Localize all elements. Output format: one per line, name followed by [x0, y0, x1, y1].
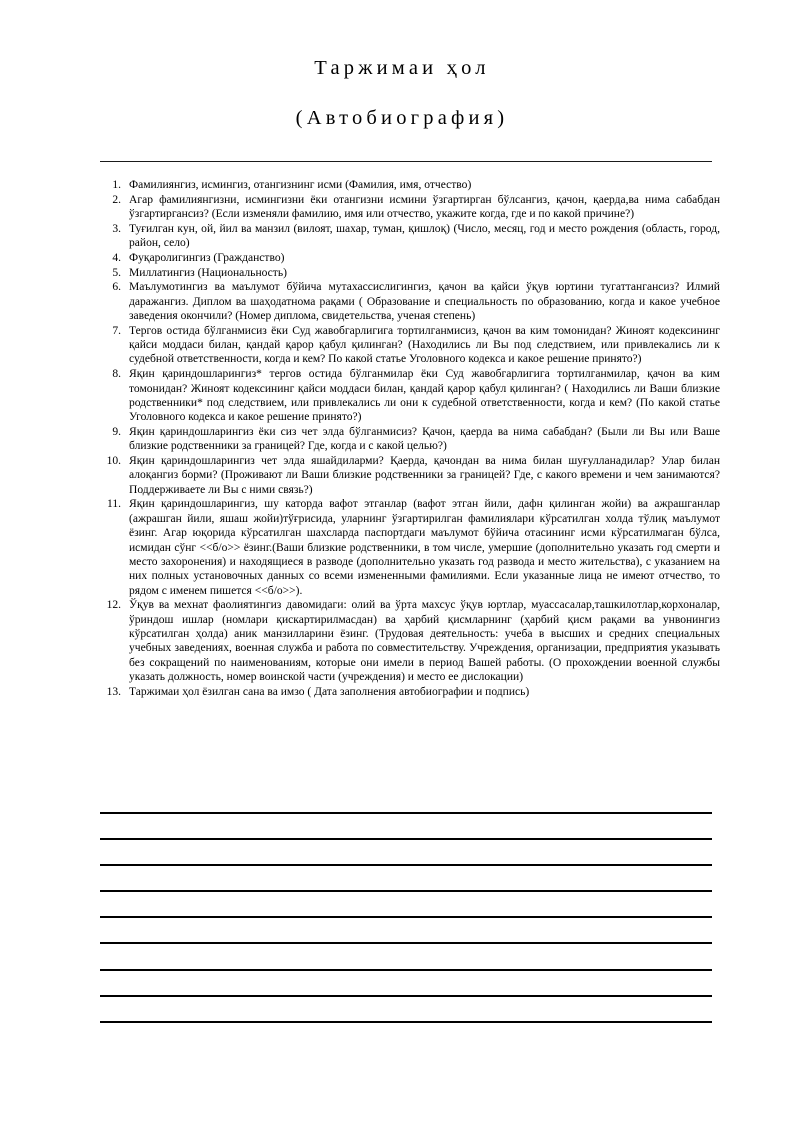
- question-text: Миллатингиз (Национальность): [129, 266, 287, 279]
- question-item: [100, 324, 720, 367]
- question-item: [100, 280, 720, 323]
- question-text: Агар фамилиянгизни, исмингизни ёки отангизни исмини ўзгартирган бўлсангиз, қачон, қаерда,ва нима сабабдан ўзгартиргансиз? (Если изменяли фамилию, имя или отчество, укажите когда, где и по какой причине?): [129, 193, 720, 221]
- question-number: 9.: [112, 425, 121, 438]
- blank-write-line: [100, 942, 712, 944]
- question-item: [100, 251, 720, 265]
- question-text: Яқин қариндошларингиз* тергов остида бўлганмилар ёки Суд жавобгарлигига тортилганмилар, қачон ва ким томонидан? Жиноят кодексининг қайси моддаси билан, қандай қарор қабул қилинган? ( Находились ли Ваши близкие родственники* под следствием, или привлекались ли они к судебной ответственности, когда и кем? (По какой статье Уголовного кодекса и какое решение принято?): [129, 368, 720, 424]
- question-item: [100, 497, 720, 597]
- question-item: [100, 425, 720, 454]
- page-subtitle: (Автобиография): [295, 106, 509, 129]
- question-item: [100, 178, 720, 192]
- blank-write-line: [100, 864, 712, 866]
- question-item: [100, 193, 720, 222]
- question-text: Тергов остида бўлганмисиз ёки Суд жавобгарлигига тортилганмисиз, қачон ва ким томонидан? Жиноят кодексининг қайси моддаси билан, қандай қарор қабул қилинган? (Находились ли Вы под следствием, или привлекались ли к судебной ответственности, когда и кем? По какой статье Уголовного кодекса и какое решение принято?): [129, 324, 720, 366]
- question-number: 10.: [106, 455, 121, 468]
- question-text: Яқин қариндошларингиз ёки сиз чет элда бўлганмисиз? Қачон, қаерда ва нима сабабдан? (Были ли Вы или Ваше близкие родственники за границей? Где, когда и с какой целью?): [129, 425, 720, 453]
- question-text: Таржимаи ҳол ёзилган сана ва имзо ( Дата заполнения автобиографии и подпись): [129, 685, 530, 698]
- question-number: 4.: [112, 251, 121, 264]
- question-number: 7.: [112, 324, 121, 337]
- blank-write-line: [100, 1021, 712, 1023]
- question-text: Яқин қариндошларингиз чет элда яшайдиларми? Қаерда, қачондан ва нима билан шуғулланадилар? Улар билан алоқангиз борми? (Проживают ли Ваши близкие родственники за границей? Где, с какого времени и чем занимаются? Поддерживаете ли Вы с ними связь?): [129, 455, 720, 496]
- question-item: [100, 598, 720, 684]
- blank-write-line: [100, 838, 712, 840]
- blank-write-line: [100, 916, 712, 918]
- question-text: Ўқув ва мехнат фаолиятингиз давомидаги: олий ва ўрта махсус ўқув юртлар, муассасалар,ташкилотлар,корхоналар, ўриндош ишлар (номлари қискартирилмасдан) ва ҳарбий қисмларнинг (ҳарбий қисм рақами ва унвонингиз кўрсатилган ҳолда) аник манзилларини ёзинг. (Трудовая деятельность: учеба в высших и средних специальных учебных заведениях, военная служба и работа по совместительству. Учреждения, организации, предприятия указывать без сокращений по наименованиям, которые они имели в период Вашей работы. (О прохождении военной службы указать должность, номер воинской части (учреждения) и место ее дислокации): [129, 599, 720, 683]
- question-item: [100, 685, 720, 699]
- question-number: 2.: [112, 193, 121, 206]
- question-item: [100, 454, 720, 497]
- question-number: 12.: [106, 599, 121, 612]
- signature-lines: [100, 812, 712, 1047]
- question-item: [100, 266, 720, 280]
- question-text: Яқин қариндошларингиз, шу каторда вафот этганлар (вафот этган йили, дафн қилинган жойи) ва ажрашганлар (ажрашган йили, яшаш жойи)тўғрисида, уларнинг ўзгартирилган фамилиялари кўрсатилган холда тўлиқ маълумот ёзинг. Агар юқорида кўрсатилган шахсларда паспортдаги маълумот бўйича отасининг исми кўрсатилмаган бўлса, исмидан сўнг <<б/о>> ёзинг.(Ваши близкие родственники, в том числе, умершие (дополнительно указать год смерти и место захоронения) и находящиеся в разводе (дополнительно указать год развода и место жительства), с указанием на них полных установочных данных со всеми измененными фамилиями. Если указанные лица не имеют отчество, то рядом с именем пишется <<б/о>>).: [129, 498, 720, 597]
- header-divider: [100, 161, 712, 162]
- blank-write-line: [100, 890, 712, 892]
- question-number: 8.: [112, 368, 121, 381]
- question-number: 6.: [112, 281, 121, 294]
- question-number: 5.: [112, 266, 121, 279]
- question-number: 1.: [112, 179, 121, 191]
- question-text: Маълумотингиз ва маълумот бўйича мутахассислигингиз, қачон ва қайси ўқув юртини тугаттангансиз? Илмий даражангиз. Диплом ва шаҳодатнома рақами ( Образование и специальность по образованию, когда и какое учебное заведения окончили? (Номер диплома, свидетельства, ученая степень): [129, 281, 720, 323]
- question-number: 3.: [112, 222, 121, 235]
- question-text: Туғилган кун, ой, йил ва манзил (вилоят, шахар, туман, қишлоқ) (Число, месяц, год и место рождения (область, город, район, село): [129, 222, 720, 250]
- page-title: Таржимаи ҳол: [314, 57, 490, 79]
- blank-write-line: [100, 812, 712, 814]
- questions-list: [100, 178, 720, 699]
- blank-write-line: [100, 995, 712, 997]
- question-item: [100, 222, 720, 251]
- title-block: [0, 0, 800, 130]
- blank-write-line: [100, 969, 712, 971]
- question-text: Фамилиянгиз, исмингиз, отангизнинг исми (Фамилия, имя, отчество): [129, 179, 472, 191]
- question-item: [100, 367, 720, 424]
- question-text: Фуқаролигингиз (Гражданство): [129, 251, 285, 264]
- question-number: 13.: [106, 685, 121, 698]
- question-number: 11.: [106, 498, 121, 511]
